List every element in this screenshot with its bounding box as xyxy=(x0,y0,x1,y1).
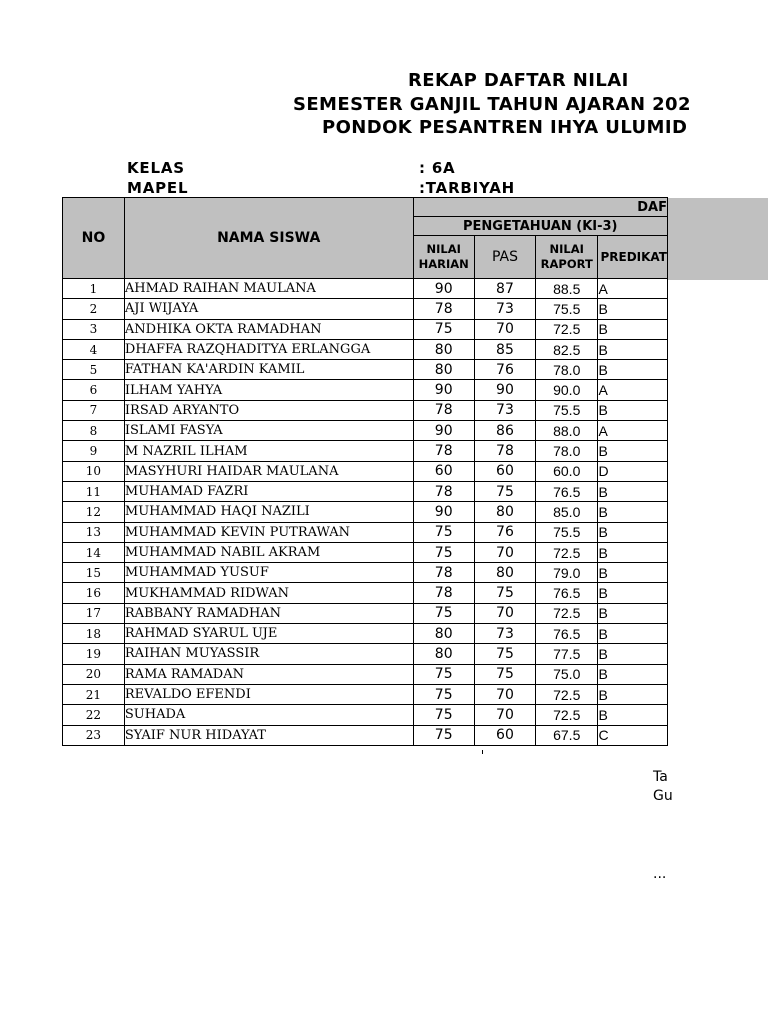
row-nama-siswa: RAHMAD SYARUL UJE xyxy=(124,624,413,644)
col-header-pas: PAS xyxy=(474,236,535,279)
table-row xyxy=(63,684,668,704)
row-nama-siswa: M NAZRIL ILHAM xyxy=(124,441,413,461)
row-no: 10 xyxy=(63,461,125,481)
row-nilai-harian: 75 xyxy=(413,522,474,542)
col-header-daftar: DAF xyxy=(413,198,668,217)
row-predikat: B xyxy=(598,481,668,501)
row-no: 19 xyxy=(63,644,125,664)
header-overflow-shade xyxy=(668,198,768,280)
row-nilai-raport: 88.5 xyxy=(536,279,598,299)
row-no: 2 xyxy=(63,299,125,319)
row-nama-siswa: MASYHURI HAIDAR MAULANA xyxy=(124,461,413,481)
row-nilai-raport: 78.0 xyxy=(536,360,598,380)
row-no: 8 xyxy=(63,421,125,441)
row-nama-siswa: MUHAMMAD KEVIN PUTRAWAN xyxy=(124,522,413,542)
row-no: 14 xyxy=(63,542,125,562)
table-row xyxy=(63,279,668,299)
row-predikat: B xyxy=(598,319,668,339)
row-nilai-harian: 75 xyxy=(413,664,474,684)
nilai-harian-line1: NILAI xyxy=(426,242,461,256)
row-pas: 87 xyxy=(474,279,535,299)
row-pas: 76 xyxy=(474,522,535,542)
row-predikat: B xyxy=(598,603,668,623)
row-predikat: A xyxy=(598,421,668,441)
row-nilai-harian: 75 xyxy=(413,705,474,725)
row-nama-siswa: ANDHIKA OKTA RAMADHAN xyxy=(124,319,413,339)
row-predikat: B xyxy=(598,339,668,359)
table-row xyxy=(63,339,668,359)
row-predikat: A xyxy=(598,279,668,299)
col-header-predikat: PREDIKAT xyxy=(598,236,668,279)
row-nilai-harian: 90 xyxy=(413,502,474,522)
table-row xyxy=(63,400,668,420)
row-no: 21 xyxy=(63,684,125,704)
row-nilai-raport: 75.0 xyxy=(536,664,598,684)
doc-subtitle-school: PONDOK PESANTREN IHYA ULUMID xyxy=(322,117,688,138)
row-predikat: B xyxy=(598,684,668,704)
row-predikat: B xyxy=(598,360,668,380)
row-nilai-raport: 76.5 xyxy=(536,583,598,603)
row-nama-siswa: REVALDO EFENDI xyxy=(124,684,413,704)
row-nama-siswa: RABBANY RAMADHAN xyxy=(124,603,413,623)
row-pas: 70 xyxy=(474,603,535,623)
row-pas: 85 xyxy=(474,339,535,359)
row-pas: 75 xyxy=(474,481,535,501)
row-pas: 70 xyxy=(474,319,535,339)
row-no: 11 xyxy=(63,481,125,501)
row-nama-siswa: ISLAMI FASYA xyxy=(124,421,413,441)
row-predikat: B xyxy=(598,441,668,461)
row-pas: 70 xyxy=(474,705,535,725)
footer-place-date: Ta xyxy=(653,769,668,785)
doc-title: REKAP DAFTAR NILAI xyxy=(408,70,629,91)
row-nilai-harian: 78 xyxy=(413,563,474,583)
col-header-nama-siswa: NAMA SISWA xyxy=(124,198,413,279)
stray-mark xyxy=(482,750,483,754)
row-predikat: B xyxy=(598,400,668,420)
table-row xyxy=(63,583,668,603)
row-nilai-harian: 80 xyxy=(413,360,474,380)
nilai-harian-line2: HARIAN xyxy=(418,257,469,271)
row-no: 1 xyxy=(63,279,125,299)
row-nilai-harian: 80 xyxy=(413,624,474,644)
row-no: 3 xyxy=(63,319,125,339)
row-predikat: B xyxy=(598,583,668,603)
row-pas: 80 xyxy=(474,563,535,583)
row-pas: 70 xyxy=(474,542,535,562)
table-row xyxy=(63,563,668,583)
row-no: 20 xyxy=(63,664,125,684)
table-row xyxy=(63,299,668,319)
row-nama-siswa: RAIHAN MUYASSIR xyxy=(124,644,413,664)
kelas-label: KELAS xyxy=(127,159,185,177)
row-no: 12 xyxy=(63,502,125,522)
table-row xyxy=(63,421,668,441)
row-pas: 60 xyxy=(474,725,535,745)
row-nilai-harian: 80 xyxy=(413,339,474,359)
row-no: 9 xyxy=(63,441,125,461)
table-row xyxy=(63,542,668,562)
row-nilai-raport: 72.5 xyxy=(536,705,598,725)
row-predikat: B xyxy=(598,664,668,684)
kelas-value: : 6A xyxy=(419,159,456,177)
row-no: 16 xyxy=(63,583,125,603)
row-nilai-harian: 80 xyxy=(413,644,474,664)
row-predikat: A xyxy=(598,380,668,400)
table-row xyxy=(63,481,668,501)
col-header-pengetahuan: PENGETAHUAN (KI-3) xyxy=(413,217,668,236)
row-predikat: B xyxy=(598,705,668,725)
row-nilai-raport: 85.0 xyxy=(536,502,598,522)
row-nama-siswa: MUHAMAD FAZRI xyxy=(124,481,413,501)
row-nilai-raport: 76.5 xyxy=(536,624,598,644)
row-predikat: B xyxy=(598,502,668,522)
row-nilai-harian: 90 xyxy=(413,279,474,299)
row-nilai-raport: 82.5 xyxy=(536,339,598,359)
mapel-value: :TARBIYAH xyxy=(419,179,516,197)
row-nilai-raport: 76.5 xyxy=(536,481,598,501)
row-no: 22 xyxy=(63,705,125,725)
row-no: 17 xyxy=(63,603,125,623)
row-predikat: B xyxy=(598,522,668,542)
col-header-no: NO xyxy=(63,198,125,279)
row-predikat: C xyxy=(598,725,668,745)
row-nilai-raport: 90.0 xyxy=(536,380,598,400)
row-nama-siswa: AHMAD RAIHAN MAULANA xyxy=(124,279,413,299)
row-nilai-harian: 78 xyxy=(413,441,474,461)
table-row xyxy=(63,441,668,461)
row-nama-siswa: MUKHAMMAD RIDWAN xyxy=(124,583,413,603)
row-pas: 73 xyxy=(474,299,535,319)
footer-signature-line: ... xyxy=(653,866,667,882)
table-row xyxy=(63,603,668,623)
table-row xyxy=(63,624,668,644)
row-nama-siswa: RAMA RAMADAN xyxy=(124,664,413,684)
row-no: 5 xyxy=(63,360,125,380)
col-header-nilai-raport xyxy=(536,236,598,279)
row-nilai-harian: 75 xyxy=(413,603,474,623)
row-predikat: B xyxy=(598,542,668,562)
row-pas: 86 xyxy=(474,421,535,441)
table-row xyxy=(63,319,668,339)
row-pas: 73 xyxy=(474,400,535,420)
row-no: 4 xyxy=(63,339,125,359)
row-nama-siswa: ILHAM YAHYA xyxy=(124,380,413,400)
nilai-raport-line1: NILAI xyxy=(549,242,584,256)
row-pas: 75 xyxy=(474,583,535,603)
row-nama-siswa: DHAFFA RAZQHADITYA ERLANGGA xyxy=(124,339,413,359)
row-predikat: B xyxy=(598,644,668,664)
row-nilai-raport: 79.0 xyxy=(536,563,598,583)
table-row xyxy=(63,380,668,400)
doc-subtitle-semester: SEMESTER GANJIL TAHUN AJARAN 202 xyxy=(293,94,691,115)
col-header-nilai-harian xyxy=(413,236,474,279)
table-row xyxy=(63,360,668,380)
row-nilai-harian: 75 xyxy=(413,725,474,745)
table-row xyxy=(63,725,668,745)
row-predikat: B xyxy=(598,563,668,583)
row-nilai-harian: 78 xyxy=(413,299,474,319)
row-nama-siswa: MUHAMMAD YUSUF xyxy=(124,563,413,583)
row-nilai-raport: 75.5 xyxy=(536,522,598,542)
row-nilai-raport: 72.5 xyxy=(536,603,598,623)
row-pas: 73 xyxy=(474,624,535,644)
row-nilai-harian: 75 xyxy=(413,319,474,339)
row-nilai-harian: 78 xyxy=(413,583,474,603)
row-nilai-harian: 78 xyxy=(413,400,474,420)
row-nilai-raport: 75.5 xyxy=(536,299,598,319)
row-nilai-raport: 75.5 xyxy=(536,400,598,420)
row-nilai-raport: 72.5 xyxy=(536,684,598,704)
row-nilai-harian: 90 xyxy=(413,421,474,441)
row-nilai-raport: 60.0 xyxy=(536,461,598,481)
row-predikat: B xyxy=(598,624,668,644)
row-nama-siswa: AJI WIJAYA xyxy=(124,299,413,319)
row-pas: 75 xyxy=(474,664,535,684)
mapel-label: MAPEL xyxy=(127,179,189,197)
row-nilai-harian: 75 xyxy=(413,542,474,562)
row-nilai-raport: 88.0 xyxy=(536,421,598,441)
row-nilai-raport: 67.5 xyxy=(536,725,598,745)
footer-teacher-label: Gu xyxy=(653,788,673,804)
row-pas: 78 xyxy=(474,441,535,461)
row-nilai-raport: 72.5 xyxy=(536,542,598,562)
row-no: 18 xyxy=(63,624,125,644)
nilai-raport-line2: RAPORT xyxy=(540,257,593,271)
row-predikat: B xyxy=(598,299,668,319)
row-nilai-harian: 78 xyxy=(413,481,474,501)
row-nilai-harian: 75 xyxy=(413,684,474,704)
row-pas: 90 xyxy=(474,380,535,400)
table-row xyxy=(63,705,668,725)
row-nama-siswa: IRSAD ARYANTO xyxy=(124,400,413,420)
table-row xyxy=(63,522,668,542)
row-no: 23 xyxy=(63,725,125,745)
row-nama-siswa: SUHADA xyxy=(124,705,413,725)
row-nilai-raport: 77.5 xyxy=(536,644,598,664)
table-row xyxy=(63,461,668,481)
row-no: 13 xyxy=(63,522,125,542)
table-row xyxy=(63,502,668,522)
row-pas: 70 xyxy=(474,684,535,704)
row-nama-siswa: SYAIF NUR HIDAYAT xyxy=(124,725,413,745)
row-nilai-raport: 78.0 xyxy=(536,441,598,461)
row-no: 15 xyxy=(63,563,125,583)
row-pas: 75 xyxy=(474,644,535,664)
row-nama-siswa: MUHAMMAD NABIL AKRAM xyxy=(124,542,413,562)
row-no: 6 xyxy=(63,380,125,400)
row-nama-siswa: FATHAN KA'ARDIN KAMIL xyxy=(124,360,413,380)
row-no: 7 xyxy=(63,400,125,420)
row-pas: 60 xyxy=(474,461,535,481)
table-row xyxy=(63,664,668,684)
grades-table-body xyxy=(63,279,668,746)
row-nilai-raport: 72.5 xyxy=(536,319,598,339)
table-row xyxy=(63,644,668,664)
row-predikat: D xyxy=(598,461,668,481)
row-pas: 80 xyxy=(474,502,535,522)
grades-table xyxy=(62,197,668,746)
row-nilai-harian: 60 xyxy=(413,461,474,481)
row-nama-siswa: MUHAMMAD HAQI NAZILI xyxy=(124,502,413,522)
row-pas: 76 xyxy=(474,360,535,380)
row-nilai-harian: 90 xyxy=(413,380,474,400)
